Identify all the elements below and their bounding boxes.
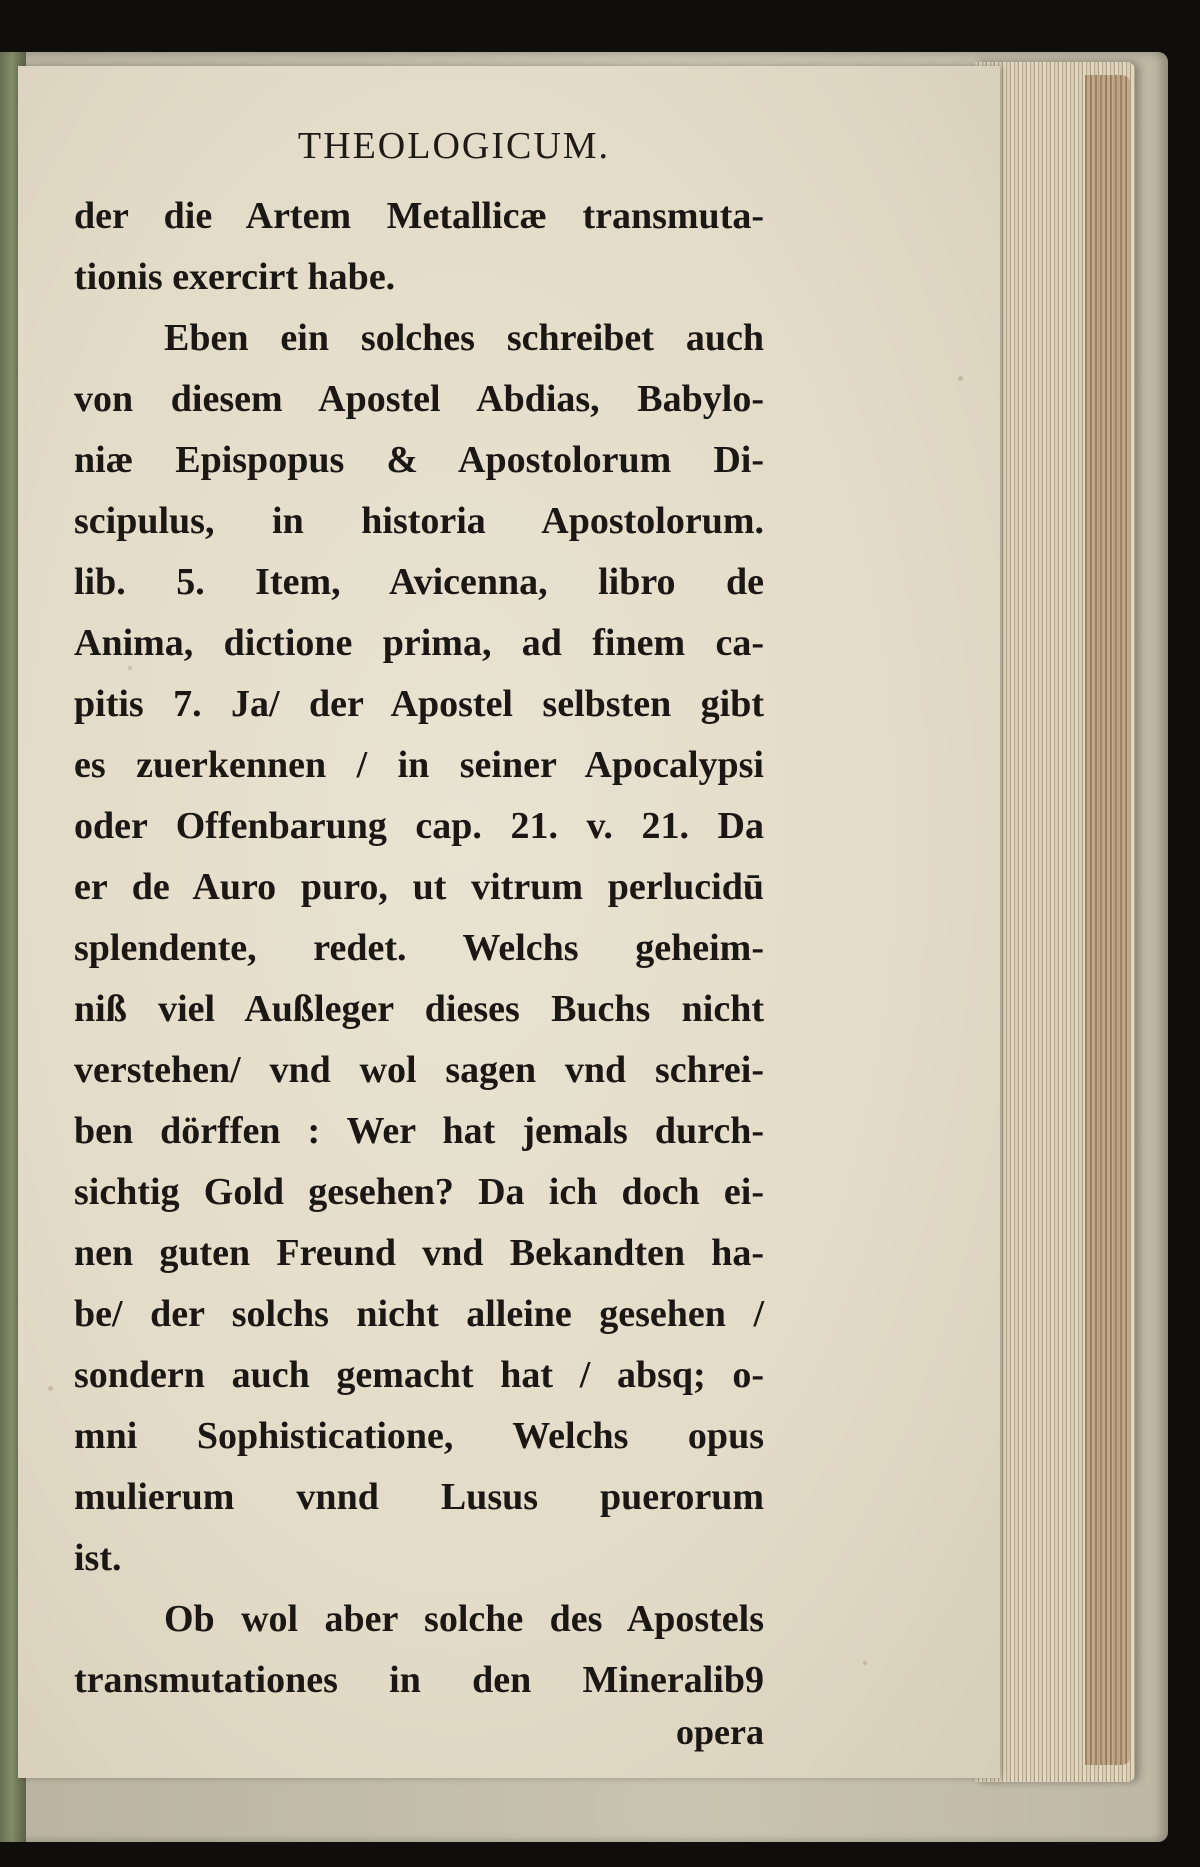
- text-line: splendente, redet. Welchs geheim-: [74, 927, 764, 969]
- text-line: pitis 7. Ja/ der Apostel selbsten gibt: [74, 683, 764, 725]
- text-line: niß viel Außleger dieses Buchs nicht: [74, 988, 764, 1030]
- text-line: niæ Epispopus & Apostolorum Di-: [74, 439, 764, 481]
- text-line: scipulus, in historia Apostolorum.: [74, 500, 764, 542]
- text-line: be/ der solchs nicht alleine gesehen /: [74, 1293, 764, 1335]
- page-content: [74, 124, 774, 1753]
- text-line: lib. 5. Item, Avicenna, libro de: [74, 561, 764, 603]
- foxing-spot: [863, 1661, 867, 1665]
- text-line: Eben ein solches schreibet auch: [164, 317, 764, 359]
- text-line: tionis exercirt habe.: [74, 256, 396, 298]
- book-page: [18, 66, 1000, 1778]
- foxing-spot: [48, 1386, 53, 1391]
- text-line: oder Offenbarung cap. 21. v. 21. Da: [74, 805, 764, 847]
- text-line: es zuerkennen / in seiner Apocalypsi: [74, 744, 764, 786]
- running-head: THEOLOGICUM.: [297, 125, 611, 167]
- text-line: er de Auro puro, ut vitrum perlucidū: [74, 866, 764, 908]
- catchword: opera: [676, 1712, 764, 1752]
- text-line: mulierum vnnd Lusus puerorum: [74, 1476, 764, 1518]
- body-text: [74, 186, 764, 1711]
- text-line: verstehen/ vnd wol sagen vnd schrei-: [74, 1049, 764, 1091]
- text-line: ist.: [74, 1537, 122, 1579]
- text-line: mni Sophisticatione, Welchs opus: [74, 1415, 764, 1457]
- foxing-spot: [958, 376, 963, 381]
- text-line: sichtig Gold gesehen? Da ich doch ei-: [74, 1171, 764, 1213]
- text-line: von diesem Apostel Abdias, Babylo-: [74, 378, 764, 420]
- text-line: Anima, dictione prima, ad finem ca-: [74, 622, 764, 664]
- text-line: ben dörffen : Wer hat jemals durch-: [74, 1110, 764, 1152]
- text-line: nen guten Freund vnd Bekandten ha-: [74, 1232, 764, 1274]
- page-edges-shadow: [1085, 75, 1130, 1765]
- text-line: der die Artem Metallicæ transmuta-: [74, 195, 764, 237]
- text-line: transmutationes in den Mineralib9: [74, 1659, 764, 1701]
- text-line: sondern auch gemacht hat / absq; o-: [74, 1354, 764, 1396]
- text-line: Ob wol aber solche des Apostels: [164, 1598, 764, 1640]
